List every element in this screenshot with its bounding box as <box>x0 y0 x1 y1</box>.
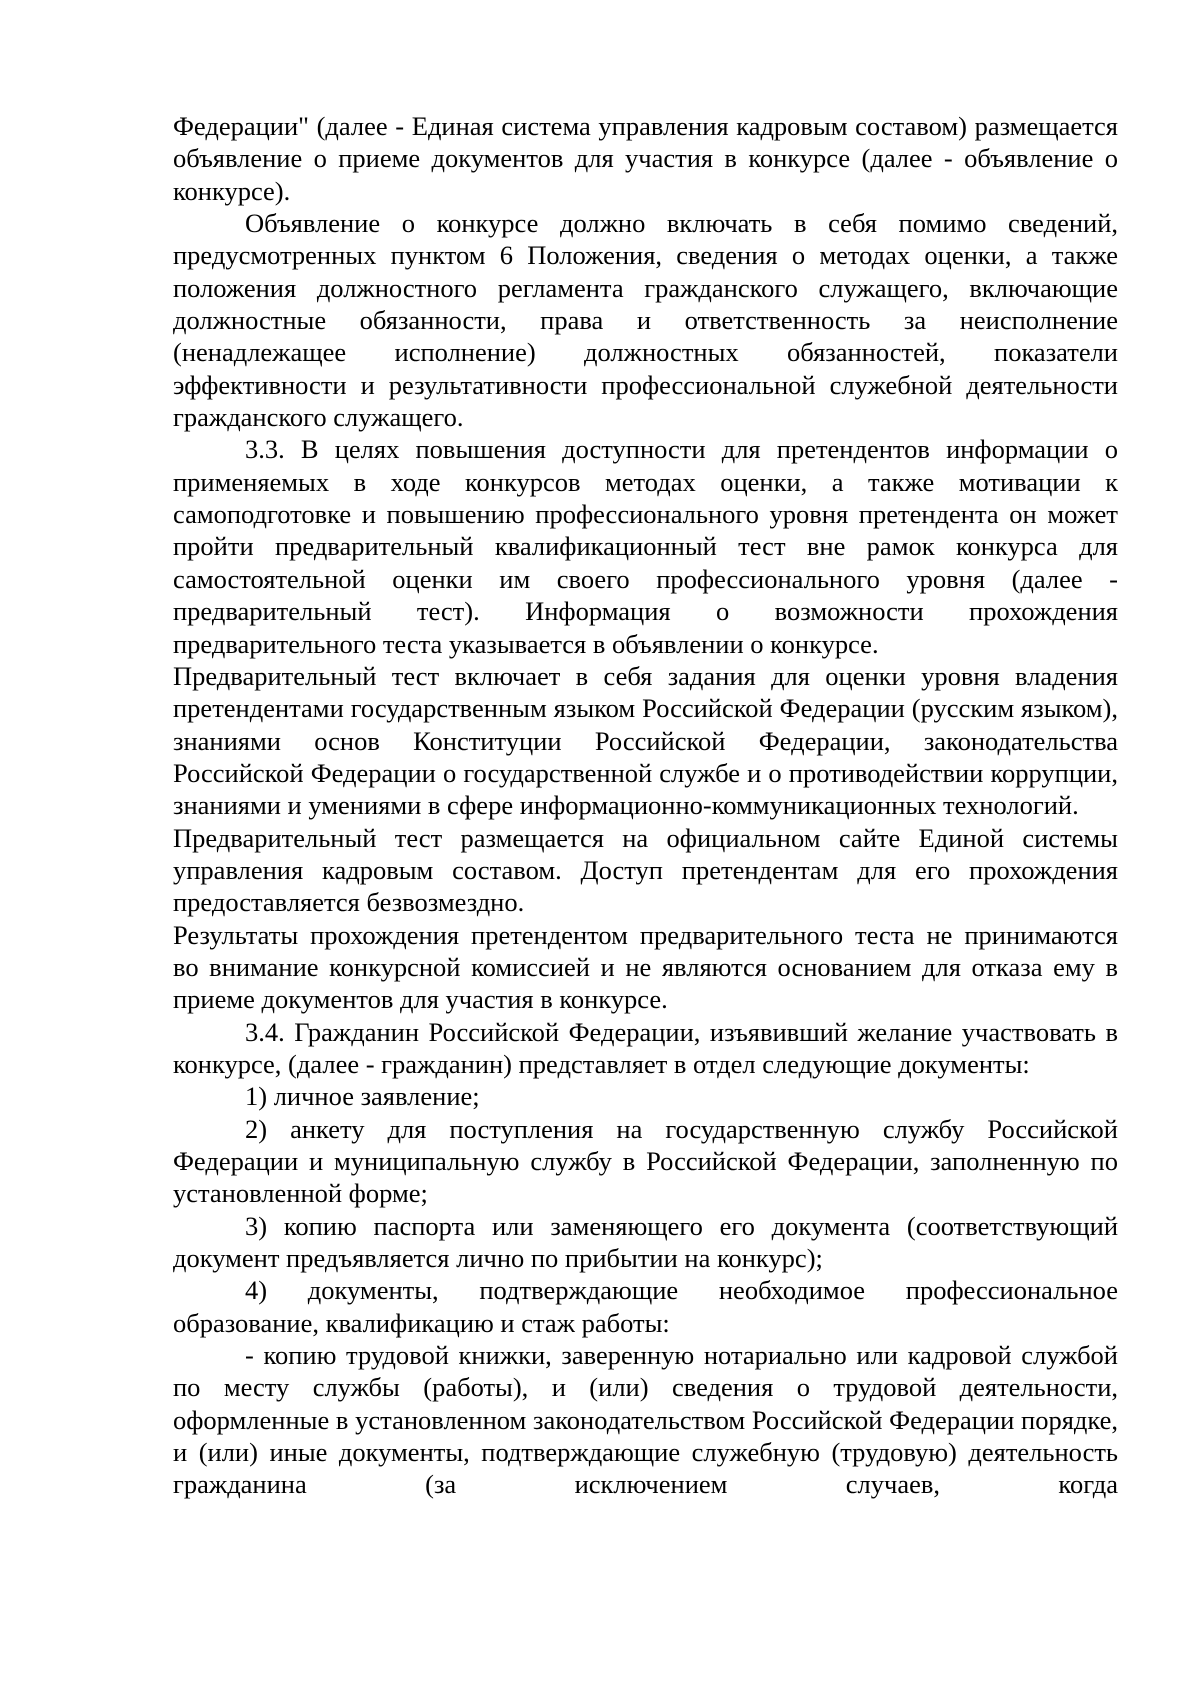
document-page <box>173 110 1118 1501</box>
list-item-1-application: 1) личное заявление; <box>245 1081 480 1112</box>
paragraph-announcement-intro: Федерации" (далее - Единая система управления кадровым составом) размещается объявление о приеме документов для участия в конкурсе (далее - объявление о конкурсе). <box>173 111 1118 206</box>
paragraph-3-3-preliminary-test: 3.3. В целях повышения доступности для претендентов информации о применяемых в ходе конкурсов методах оценки, а также мотивации к самоподготовке и повышению профессионального уровня претендента он может пройти предварительный квалификационный тест вне рамок конкурса для самостоятельной оценки им своего профессионального уровня (далее - предварительный тест). Информация о возможности прохождения предварительного теста указывается в объявлении о конкурсе. <box>173 434 1118 659</box>
list-subitem-work-record: - копию трудовой книжки, заверенную нотариально или кадровой службой по месту службы (работы), и (или) сведения о трудовой деятельности, оформленные в установленном законодательством Российской Федерации порядке, и (или) иные документы, подтверждающие служебную (трудовую) деятельность гражданина (за исключением случаев, когда <box>173 1340 1118 1500</box>
list-item-4-education-documents: 4) документы, подтверждающие необходимое профессиональное образование, квалификацию и стаж работы: <box>173 1275 1118 1338</box>
paragraph-test-contents: Предварительный тест включает в себя задания для оценки уровня владения претендентами государственным языком Российской Федерации (русским языком), знаниями основ Конституции Российской Федерации, законодательства Российской Федерации о государственной службе и о противодействии коррупции, знаниями и умениями в сфере информационно-коммуникационных технологий. <box>173 660 1118 821</box>
list-item-3-passport: 3) копию паспорта или заменяющего его документа (соответствующий документ предъявляется лично по прибытии на конкурс); <box>173 1210 1118 1274</box>
paragraph-3-4-documents: 3.4. Гражданин Российской Федерации, изъявивший желание участвовать в конкурсе, (далее - гражданин) представляет в отдел следующие документы: <box>173 1016 1118 1079</box>
paragraph-test-placement: Предварительный тест размещается на официальном сайте Единой системы управления кадровым составом. Доступ претендентам для его прохождения предоставляется безвозмездно. <box>173 822 1118 918</box>
list-item-2-questionnaire: 2) анкету для поступления на государственную службу Российской Федерации и муниципальную службу в Российской Федерации, заполненную по установленной форме; <box>173 1113 1118 1209</box>
paragraph-announcement-contents: Объявление о конкурсе должно включать в себя помимо сведений, предусмотренных пунктом 6 Положения, сведения о методах оценки, а также положения должностного регламента гражданского служащего, включающие должностные обязанности, права и ответственность за неисполнение (ненадлежащее исполнение) должностных обязанностей, показатели эффективности и результативности профессиональной служебной деятельности гражданского служащего. <box>173 208 1118 433</box>
paragraph-test-results: Результаты прохождения претендентом предварительного теста не принимаются во внимание конкурсной комиссией и не являются основанием для отказа ему в приеме документов для участия в конкурсе. <box>173 919 1118 1015</box>
